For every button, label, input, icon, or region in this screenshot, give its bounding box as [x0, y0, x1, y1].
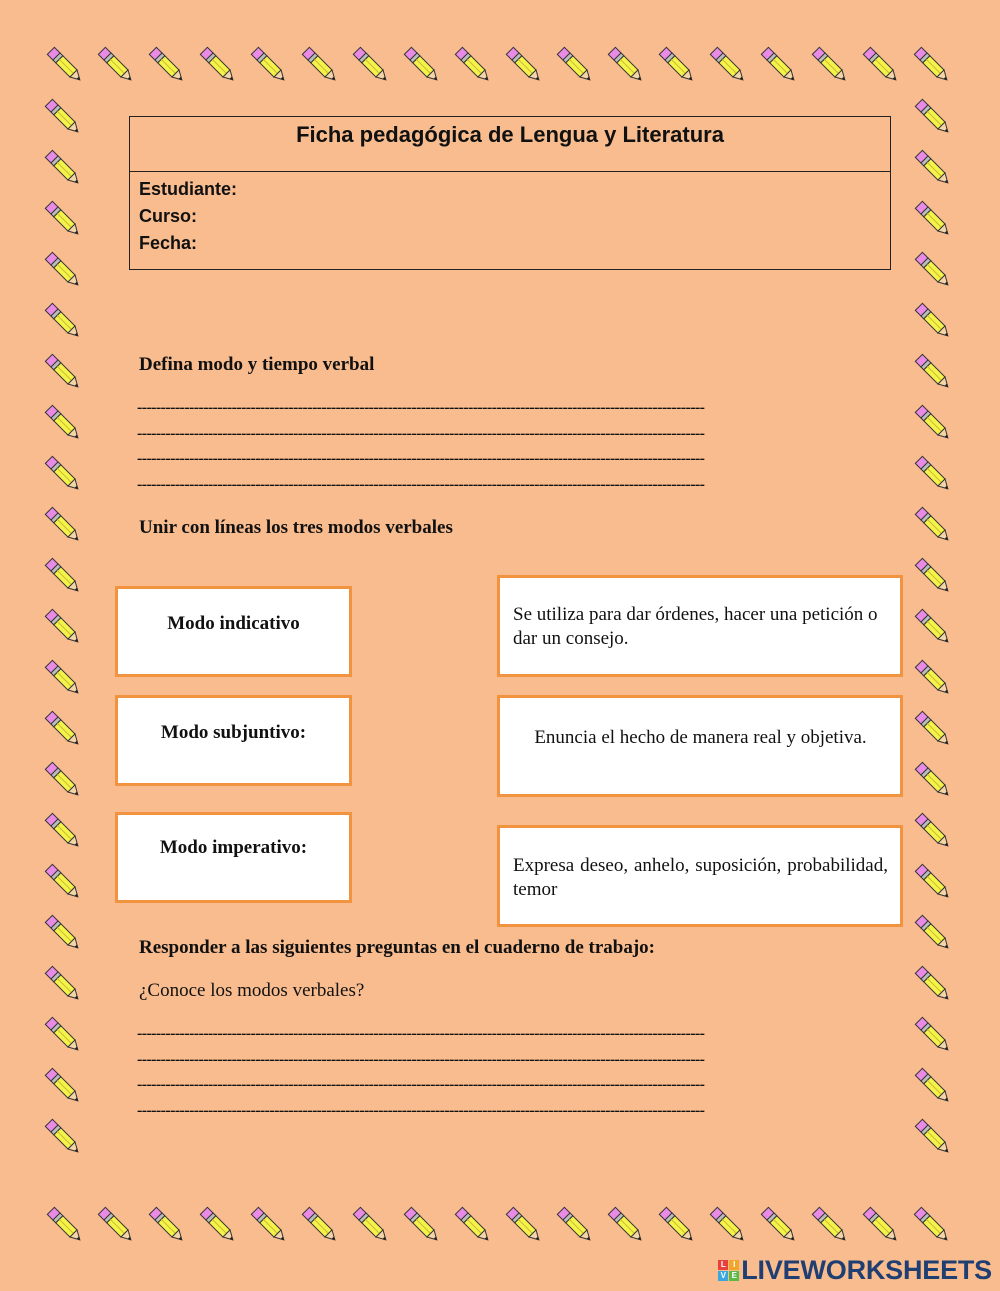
pencil-icon	[38, 245, 88, 295]
pencil-icon	[908, 602, 958, 652]
pencil-icon	[908, 551, 958, 601]
pencil-icon	[38, 347, 88, 397]
match-right-ordenes[interactable]	[497, 575, 903, 677]
pencil-icon	[38, 908, 88, 958]
logo-letter-i: I	[729, 1260, 739, 1270]
pencil-icon	[908, 857, 958, 907]
answer-lines-2[interactable]	[137, 1021, 855, 1123]
pencil-icon	[601, 40, 651, 90]
pencil-icon	[193, 1200, 243, 1250]
logo-mark-icon	[718, 1260, 739, 1281]
header-box	[129, 116, 891, 270]
pencil-icon	[295, 1200, 345, 1250]
pencil-icon	[38, 398, 88, 448]
match-right-real[interactable]	[497, 695, 903, 797]
pencil-icon	[38, 500, 88, 550]
pencil-icon	[448, 40, 498, 90]
pencil-icon	[38, 755, 88, 805]
pencil-icon	[38, 806, 88, 856]
pencil-icon	[38, 1010, 88, 1060]
pencil-icon	[754, 1200, 804, 1250]
match-right-text: Se utiliza para dar órdenes, hacer una petición o dar un consejo.	[513, 604, 878, 649]
pencil-icon	[499, 40, 549, 90]
pencil-icon	[601, 1200, 651, 1250]
pencil-icon	[908, 704, 958, 754]
pencil-icon	[908, 1112, 958, 1162]
pencil-icon	[38, 92, 88, 142]
match-left-label: Modo imperativo:	[159, 837, 308, 858]
pencil-icon	[908, 143, 958, 193]
pencil-icon	[805, 40, 855, 90]
pencil-icon	[908, 959, 958, 1009]
logo-letter-l: L	[718, 1260, 728, 1270]
pencil-icon	[908, 500, 958, 550]
pencil-icon	[38, 551, 88, 601]
answer-line[interactable]: ------------------------------------------------------------------------------------------------------------------------	[137, 1050, 705, 1068]
logo-letter-e: E	[729, 1271, 739, 1281]
pencil-icon	[908, 806, 958, 856]
pencil-icon	[856, 1200, 906, 1250]
pencil-icon	[652, 1200, 702, 1250]
pencil-icon	[38, 959, 88, 1009]
pencil-icon	[908, 347, 958, 397]
pencil-icon	[908, 653, 958, 703]
pencil-icon	[550, 40, 600, 90]
match-left-label: Modo subjuntivo:	[160, 722, 307, 743]
pencil-icon	[703, 40, 753, 90]
pencil-border-top	[0, 40, 1000, 100]
pencil-icon	[38, 1061, 88, 1111]
answer-line[interactable]: ------------------------------------------------------------------------------------------------------------------------	[137, 1101, 705, 1119]
pencil-border-right	[908, 0, 968, 1291]
answer-line[interactable]: ------------------------------------------------------------------------------------------------------------------------	[137, 475, 705, 493]
pencil-icon	[754, 40, 804, 90]
pencil-icon	[38, 194, 88, 244]
pencil-icon	[142, 1200, 192, 1250]
pencil-icon	[908, 908, 958, 958]
answer-line[interactable]: ------------------------------------------------------------------------------------------------------------------------	[137, 1076, 705, 1093]
match-right-text: Enuncia el hecho de manera real y objetiva.	[534, 727, 867, 748]
pencil-icon	[397, 40, 447, 90]
pencil-icon	[908, 755, 958, 805]
student-info	[130, 172, 890, 257]
match-left-subjuntivo[interactable]	[115, 695, 352, 786]
question-define-mode: Defina modo y tiempo verbal	[139, 354, 375, 375]
course-label: Curso:	[139, 206, 197, 226]
pencil-icon	[499, 1200, 549, 1250]
match-right-deseo[interactable]	[497, 825, 903, 927]
pencil-icon	[703, 1200, 753, 1250]
liveworksheets-logo	[718, 1255, 992, 1285]
pencil-icon	[193, 40, 243, 90]
question-respond: Responder a las siguientes preguntas en el cuaderno de trabajo:	[139, 937, 656, 958]
pencil-icon	[244, 40, 294, 90]
pencil-icon	[550, 1200, 600, 1250]
pencil-icon	[38, 1112, 88, 1162]
question-match-modes: Unir con líneas los tres modos verbales	[139, 517, 453, 538]
pencil-icon	[91, 40, 141, 90]
pencil-icon	[38, 857, 88, 907]
question-know-modes: ¿Conoce los modos verbales?	[139, 980, 365, 1001]
answer-line[interactable]: ------------------------------------------------------------------------------------------------------------------------	[137, 399, 705, 416]
pencil-border-bottom	[0, 1200, 1000, 1260]
pencil-icon	[38, 602, 88, 652]
pencil-icon	[397, 1200, 447, 1250]
page-title: Ficha pedagógica de Lengua y Literatura	[130, 117, 890, 172]
pencil-border-left	[38, 0, 98, 1291]
pencil-icon	[908, 1010, 958, 1060]
answer-line[interactable]: ------------------------------------------------------------------------------------------------------------------------	[137, 424, 705, 442]
pencil-icon	[908, 1061, 958, 1111]
pencil-icon	[908, 92, 958, 142]
match-left-indicativo[interactable]	[115, 586, 352, 677]
match-left-label: Modo indicativo	[167, 613, 300, 634]
match-right-text: Expresa deseo, anhelo, suposición, probabilidad, temor	[513, 855, 888, 900]
pencil-icon	[38, 143, 88, 193]
pencil-icon	[38, 653, 88, 703]
pencil-icon	[295, 40, 345, 90]
date-label: Fecha:	[139, 233, 198, 253]
pencil-icon	[142, 40, 192, 90]
pencil-icon	[908, 449, 958, 499]
match-left-imperativo[interactable]	[115, 812, 352, 903]
pencil-icon	[652, 40, 702, 90]
pencil-icon	[908, 194, 958, 244]
pencil-icon	[908, 296, 958, 346]
logo-letter-v: V	[718, 1271, 728, 1281]
pencil-icon	[346, 40, 396, 90]
pencil-icon	[448, 1200, 498, 1250]
pencil-icon	[856, 40, 906, 90]
pencil-icon	[38, 704, 88, 754]
pencil-icon	[38, 449, 88, 499]
answer-line[interactable]: ------------------------------------------------------------------------------------------------------------------------	[137, 1025, 705, 1042]
pencil-icon	[805, 1200, 855, 1250]
student-label: Estudiante:	[139, 179, 238, 199]
pencil-icon	[346, 1200, 396, 1250]
answer-lines-1[interactable]	[137, 395, 855, 497]
logo-text: LIVEWORKSHEETS	[741, 1254, 992, 1285]
pencil-icon	[908, 398, 958, 448]
pencil-icon	[908, 245, 958, 295]
pencil-icon	[244, 1200, 294, 1250]
pencil-icon	[38, 296, 88, 346]
answer-line[interactable]: ------------------------------------------------------------------------------------------------------------------------	[137, 450, 705, 467]
pencil-icon	[91, 1200, 141, 1250]
